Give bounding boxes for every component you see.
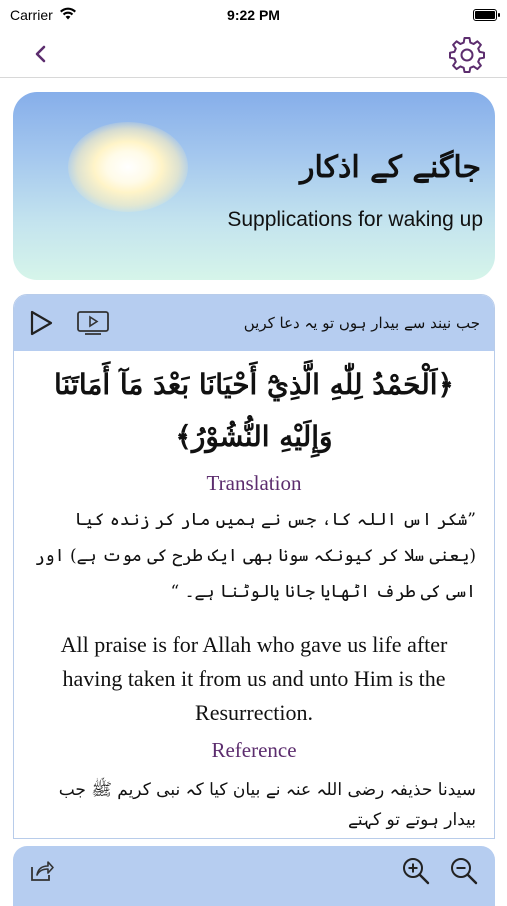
- card-header-title: جب نیند سے بیدار ہوں تو یہ دعا کریں: [243, 314, 480, 332]
- status-time: 9:22 PM: [227, 7, 280, 23]
- share-icon: [29, 859, 55, 883]
- translation-label: Translation: [206, 471, 302, 495]
- hero-title-english: Supplications for waking up: [227, 208, 483, 231]
- bottom-toolbar: [13, 846, 495, 906]
- translation-urdu-text: ”شکر اس اللہ کا، جس نے ہمیں مار کر زندہ کیا (یعنی سلا کر کیونکہ سونا بھی ایک طرح کی موت ہے) اور اسی کی طرف اٹھایا جانا یالوٹنا ہے۔ “: [34, 510, 476, 602]
- zoom-controls: [401, 856, 479, 886]
- navigation-bar: [0, 30, 507, 78]
- gear-icon: [448, 35, 486, 73]
- hero-banner: [13, 92, 495, 280]
- carrier-label: Carrier: [10, 7, 53, 23]
- reference-label: Reference: [211, 738, 297, 762]
- media-controls: [28, 309, 110, 337]
- card-body: [14, 351, 494, 835]
- card-header: [14, 295, 494, 351]
- status-left: [10, 7, 77, 23]
- chevron-left-icon: [33, 44, 47, 64]
- hero-title-urdu: جاگنے کے اذکار: [300, 150, 481, 185]
- video-icon: [76, 310, 110, 336]
- settings-button[interactable]: [447, 34, 487, 74]
- battery-icon: [473, 9, 497, 21]
- reference-urdu-text: سیدنا حذیفہ رضی اللہ عنہ نے بیان کیا کہ نبی کریم ﷺ جب بیدار ہوتے تو کہتے: [58, 780, 476, 830]
- dua-card: [13, 294, 495, 839]
- zoom-in-button[interactable]: [401, 856, 431, 886]
- arabic-dua-text: ﴿اَلْحَمْدُ لِلّٰهِ الَّذِيْٓ أَحْيَانَا بَعْدَ مَآ أَمَاتَنَا وَإِلَيْهِ النُّشُوْرُ﴾: [54, 368, 454, 453]
- play-button[interactable]: [28, 309, 54, 337]
- play-icon: [28, 309, 54, 337]
- translation-english-text: All praise is for Allah who gave us life after having taken it from us and unto Him is the Resurrection.: [60, 632, 448, 725]
- share-button[interactable]: [29, 859, 55, 883]
- sun-image: [68, 122, 188, 212]
- back-button[interactable]: [28, 42, 52, 66]
- status-bar: [0, 0, 507, 30]
- zoom-out-button[interactable]: [449, 856, 479, 886]
- video-button[interactable]: [76, 310, 110, 336]
- zoom-out-icon: [449, 856, 479, 886]
- zoom-in-icon: [401, 856, 431, 886]
- wifi-icon: [59, 7, 77, 23]
